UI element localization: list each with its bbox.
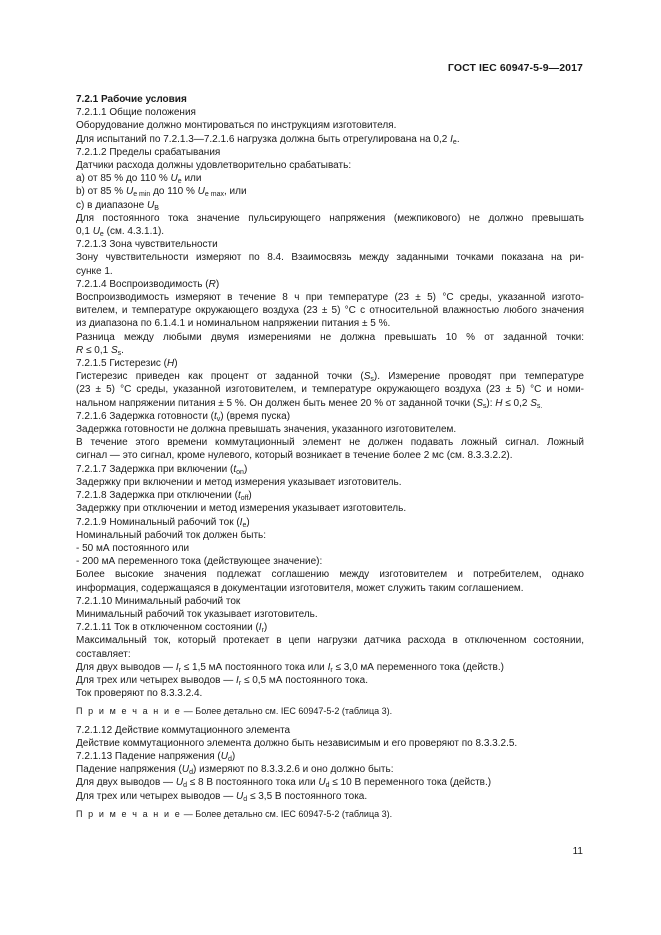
note-label: П р и м е ч а н и е — [76, 706, 182, 717]
paragraph: сунке 1. — [76, 265, 113, 277]
note-label: П р и м е ч а н и е — [76, 808, 182, 819]
paragraph: В течение этого времени коммутационный элемент не должен подавать ложный сигнал. Ложный — [76, 437, 584, 449]
subsection-heading: 7.2.1.4 Воспроизводимость (R) — [76, 278, 220, 290]
paragraph: Задержку при включении и метод измерения указывает изготовитель. — [76, 476, 402, 488]
note: П р и м е ч а н и е — Более детально см. IEC 60947-5-2 (таблица 3). — [76, 706, 393, 717]
paragraph: нальном напряжении питания ± 5 %. Он должен быть менее 20 % от заданной точки $(S_s)$: H ≤ 0,2 $S_{s.}$ — [76, 397, 543, 410]
subsection-heading: 7.2.1.13 Падение напряжения $(U_d)$ — [76, 750, 236, 763]
subsection-heading: 7.2.1.8 Задержка при отключении $(t_{off})$ — [76, 490, 252, 503]
paragraph: вителем, и температуре окружающего воздуха (23 ± 5) °С с относительной влажностью любого значения — [76, 305, 584, 317]
paragraph: Ток проверяют по 8.3.3.2.4. — [76, 688, 203, 700]
subsection-heading: 7.2.1.7 Задержка при включении $(t_{on})$ — [76, 463, 248, 476]
subsection-heading: 7.2.1.5 Гистерезис (H) — [76, 358, 178, 370]
paragraph: Номинальный рабочий ток должен быть: — [76, 529, 267, 541]
section-heading: 7.2.1 Рабочие условия — [76, 94, 187, 105]
paragraph: из диапазона по 6.1.4.1 и номинальном напряжении питания ± 5 %. — [76, 318, 391, 330]
paragraph: Зону чувствительности измеряют по 8.4. Взаимосвязь между заданными точками показана на ри- — [76, 252, 584, 264]
subsection-heading: 7.2.1.6 Задержка готовности $(t_v)$ (время пуска) — [76, 410, 291, 423]
paragraph: Для трех или четырех выводов — $I_r \le 0,5$ мА постоянного тока. — [76, 674, 368, 687]
paragraph: Для двух выводов — $U_d \le 8$ В постоянного тока или $U_d \le 10$ В переменного тока (действ.) — [76, 777, 492, 790]
subsection-heading: 7.2.1.9 Номинальный рабочий ток $(I_e)$ — [76, 516, 250, 529]
paragraph: Более высокие значения подлежат соглашению между изготовителем и потребителем, однако — [76, 569, 584, 581]
page-number: 11 — [572, 846, 583, 857]
list-item: - 50 мА постоянного или — [76, 542, 190, 554]
paragraph: R ≤ 0,1 $S_s$. — [76, 344, 124, 357]
paragraph: Задержку при отключении и метод измерения указывает изготовитель. — [76, 503, 407, 515]
subsection-heading: 7.2.1.10 Минимальный рабочий ток — [76, 595, 241, 607]
paragraph: Для постоянного тока значение пульсирующего напряжения (межпикового) не должно превышать — [76, 212, 584, 224]
paragraph: Воспроизводимость измеряют в течение 8 ч при температуре (23 ± 5) °С среды, указанной изгото- — [76, 292, 584, 304]
list-item: b) от 85 % $U_{e min}$ до 110 % $U_{e max}$, или — [76, 186, 247, 199]
paragraph: Для трех или четырех выводов — $U_d \le 3,5$ В постоянного тока. — [76, 790, 368, 803]
paragraph: Разница между любыми двумя измерениями не должна превышать 10 % от заданной точки: — [76, 331, 584, 343]
paragraph: Датчики расхода должны удовлетворительно срабатывать: — [76, 160, 352, 172]
page-header: ГОСТ IEC 60947-5-9—2017 — [447, 62, 583, 74]
paragraph: 0,1 $U_e$ (см. 4.3.1.1). — [76, 226, 165, 239]
paragraph: Для испытаний по 7.2.1.3—7.2.1.6 нагрузка должна быть отрегулирована на 0,2 $I_e$. — [76, 133, 460, 146]
paragraph: (23 ± 5) °С среды, указанной изготовителем, и температуре окружающего воздуха (23 ± 5) °С и номи- — [76, 384, 584, 396]
paragraph: Задержка готовности не должна превышать значения, указанного изготовителем. — [76, 424, 457, 436]
list-item: c) в диапазоне $U_B$ — [76, 199, 159, 212]
paragraph: Гистерезис приведен как процент от заданной точки $(S_s)$. Измерение проводят при температуре — [76, 371, 584, 384]
paragraph: составляет: — [76, 648, 131, 660]
subsection-heading: 7.2.1.2 Пределы срабатывания — [76, 146, 221, 158]
note: П р и м е ч а н и е — Более детально см. IEC 60947-5-2 (таблица 3). — [76, 808, 393, 819]
paragraph: Минимальный рабочий ток указывает изготовитель. — [76, 608, 318, 620]
paragraph: сигнал — это сигнал, кроме нулевого, который возникает в течение более 2 мс (см. 8.3.3.2.2). — [76, 450, 513, 462]
list-item: - 200 мА переменного тока (действующее значение): — [76, 556, 323, 568]
paragraph: Оборудование должно монтироваться по инструкциям изготовителя. — [76, 120, 397, 132]
paragraph: информация, содержащаяся в документации изготовителя, может служить таким соглашением. — [76, 582, 524, 594]
subsection-heading: 7.2.1.1 Общие положения — [76, 107, 196, 119]
subsection-heading: 7.2.1.3 Зона чувствительности — [76, 239, 218, 251]
paragraph: Максимальный ток, который протекает в цепи нагрузки датчика расхода в отключенном состоянии, — [76, 635, 584, 647]
paragraph: Действие коммутационного элемента должно быть независимым и его проверяют по 8.3.3.2.5. — [76, 737, 518, 749]
subsection-heading: 7.2.1.11 Ток в отключенном состоянии $(I_r)$ — [76, 622, 268, 635]
paragraph: Падение напряжения $(U_d)$ измеряют по 8.3.3.2.6 и оно должно быть: — [76, 764, 394, 777]
paragraph: Для двух выводов — $I_r \le 1,5$ мА постоянного тока или $I_r \le 3,0$ мА переменного тока (действ.) — [76, 661, 504, 674]
subsection-heading: 7.2.1.12 Действие коммутационного элемента — [76, 724, 291, 736]
list-item: a) от 85 % до 110 % $U_e$ или — [76, 173, 202, 186]
document-body — [76, 93, 584, 826]
